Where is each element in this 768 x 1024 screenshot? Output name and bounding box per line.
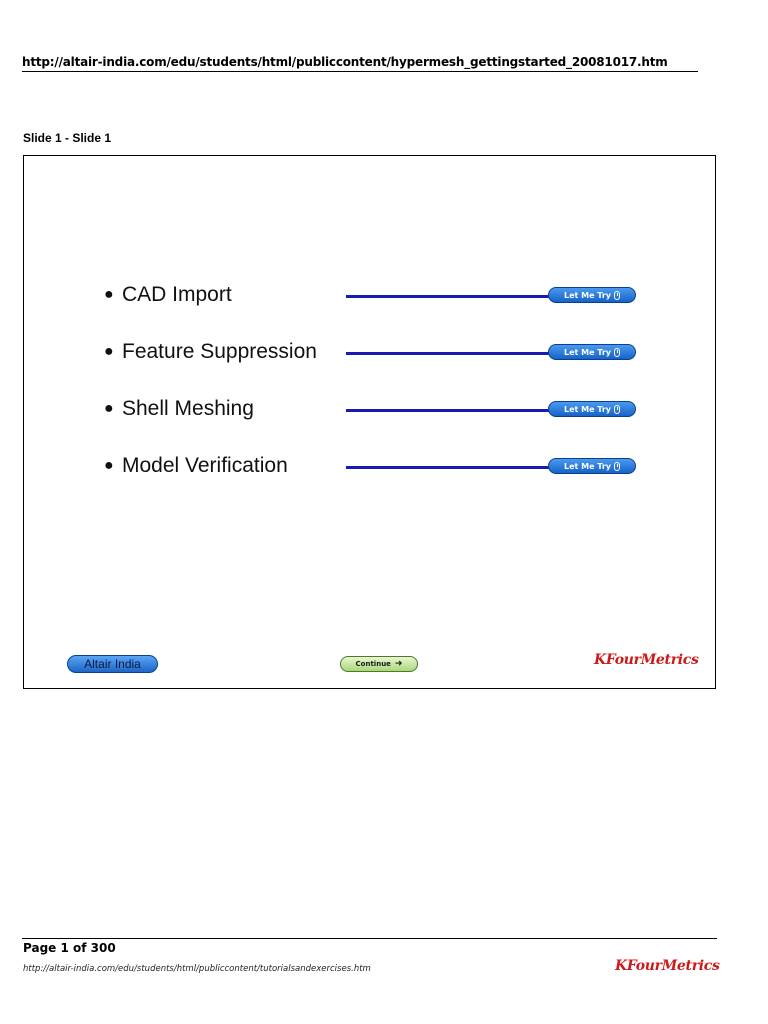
topic-text: CAD Import [122, 283, 232, 306]
let-me-try-button[interactable] [548, 458, 636, 474]
topic-label [104, 283, 232, 307]
button-label: Let Me Try [563, 461, 612, 471]
footer-url[interactable]: http://altair-india.com/edu/students/html/publiccontent/tutorialsandexercises.htm [23, 964, 371, 974]
connector-line [346, 466, 553, 469]
mouse-icon [614, 291, 620, 300]
kfourmetrics-logo: KFourMetrics [594, 652, 699, 668]
topic-text: Feature Suppression [122, 340, 317, 363]
slide-frame [23, 155, 716, 689]
footer-divider [22, 938, 717, 939]
bullet-icon: ● [104, 457, 114, 474]
mouse-icon [614, 348, 620, 357]
bullet-icon: ● [104, 286, 114, 303]
let-me-try-button[interactable] [548, 401, 636, 417]
connector-line [346, 295, 553, 298]
continue-button[interactable] [340, 656, 418, 672]
bullet-icon: ● [104, 400, 114, 417]
topic-label [104, 397, 254, 421]
let-me-try-button[interactable] [548, 287, 636, 303]
slide-title: Slide 1 - Slide 1 [23, 131, 112, 145]
arrow-right-icon: ➜ [394, 659, 403, 669]
topic-text: Shell Meshing [122, 397, 254, 420]
continue-label: Continue [355, 660, 391, 668]
topic-row-cad-import [104, 283, 664, 313]
connector-line [346, 352, 553, 355]
topic-row-model-verification [104, 454, 664, 484]
topic-text: Model Verification [122, 454, 288, 477]
mouse-icon [614, 462, 620, 471]
altair-india-button[interactable]: Altair India [67, 655, 158, 673]
mouse-icon [614, 405, 620, 414]
topic-row-feature-suppression [104, 340, 664, 370]
topic-label [104, 454, 288, 478]
button-label: Let Me Try [563, 347, 612, 357]
bullet-icon: ● [104, 343, 114, 360]
page-number: Page 1 of 300 [23, 941, 116, 955]
button-label: Let Me Try [563, 404, 612, 414]
header-url[interactable]: http://altair-india.com/edu/students/html/publiccontent/hypermesh_gettingstarted_20081017.htm [22, 55, 698, 72]
connector-line [346, 409, 553, 412]
button-label: Let Me Try [563, 290, 612, 300]
topic-label [104, 340, 317, 364]
topic-row-shell-meshing [104, 397, 664, 427]
footer-kfourmetrics-logo: KFourMetrics [615, 958, 720, 974]
let-me-try-button[interactable] [548, 344, 636, 360]
